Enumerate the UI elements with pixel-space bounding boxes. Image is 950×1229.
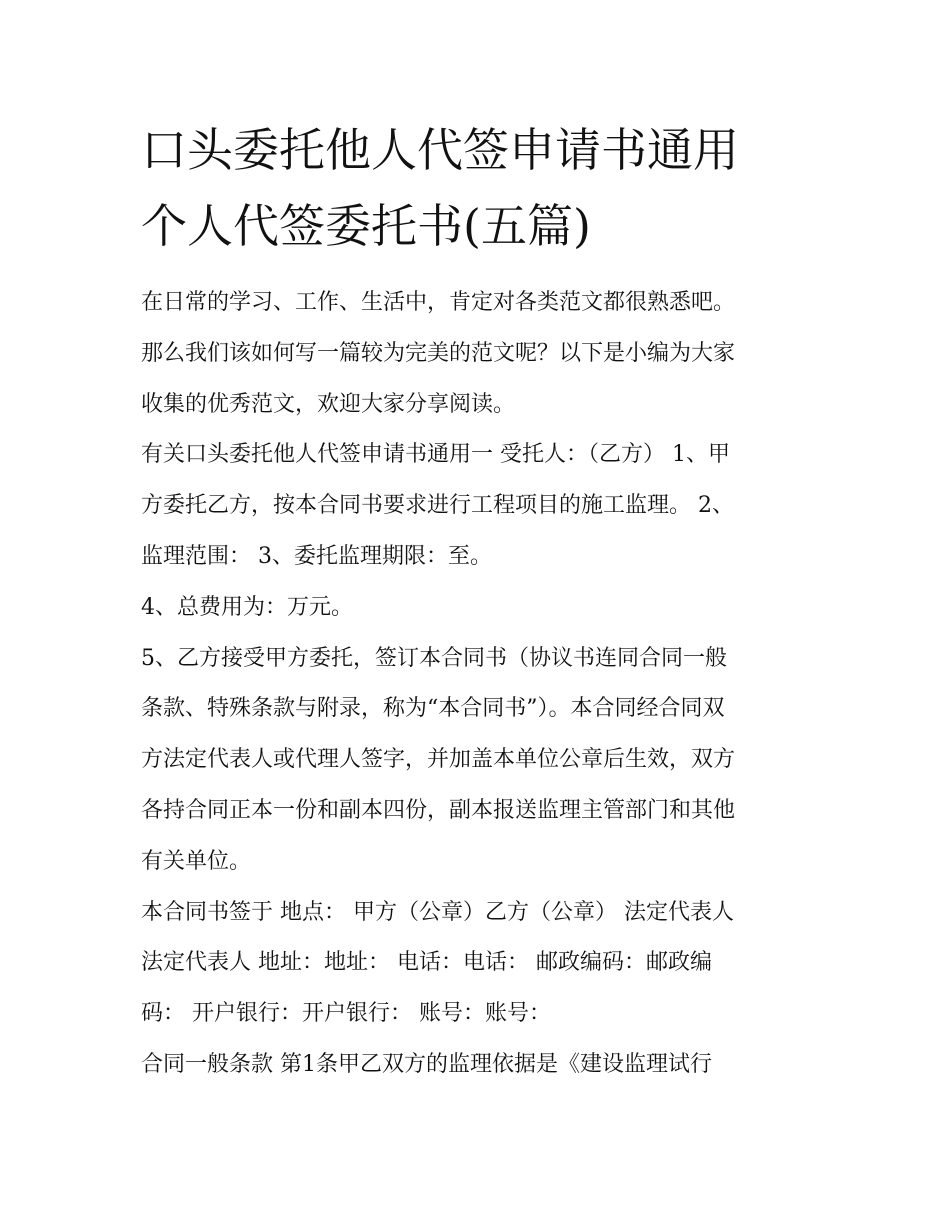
body-line: 各持合同正本一份和副本四份，副本报送监理主管部门和其他 <box>141 797 736 823</box>
body-line: 合同一般条款 第1条甲乙双方的监理依据是《建设监理试行 <box>141 1051 712 1077</box>
body-line: 方委托乙方，按本合同书要求进行工程项目的施工监理。 2、 <box>141 493 734 519</box>
body-line: 码： 开户银行：开户银行： 账号：账号： <box>141 1001 551 1027</box>
document-body <box>141 278 821 1091</box>
document-title <box>141 112 841 264</box>
body-line: 有关单位。 <box>141 848 252 874</box>
body-line: 那么我们该如何写一篇较为完美的范文呢？以下是小编为大家 <box>141 340 736 366</box>
body-line: 有关口头委托他人代签申请书通用一 受托人：（乙方） 1、甲 <box>141 442 730 468</box>
body-line: 4、总费用为：万元。 <box>141 594 353 620</box>
body-line: 方法定代表人或代理人签字，并加盖本单位公章后生效，双方 <box>141 747 736 773</box>
title-line-1: 口头委托他人代签申请书通用 <box>141 123 739 177</box>
body-line: 本合同书签于 地点： 甲方（公章）乙方（公章） 法定代表人 <box>141 899 734 925</box>
body-line: 在日常的学习、工作、生活中，肯定对各类范文都很熟悉吧。 <box>141 290 736 315</box>
body-line: 监理范围： 3、委托监理期限：至。 <box>141 543 492 569</box>
title-line-2: 个人代签委托书(五篇) <box>141 199 591 253</box>
body-line: 条款、特殊条款与附录，称为“本合同书”）。本合同经合同双 <box>141 696 725 722</box>
body-line: 5、乙方接受甲方委托，签订本合同书（协议书连同合同一般 <box>141 645 727 671</box>
body-line: 收集的优秀范文，欢迎大家分享阅读。 <box>141 391 516 417</box>
body-line: 法定代表人 地址：地址： 电话：电话： 邮政编码：邮政编 <box>141 950 712 976</box>
